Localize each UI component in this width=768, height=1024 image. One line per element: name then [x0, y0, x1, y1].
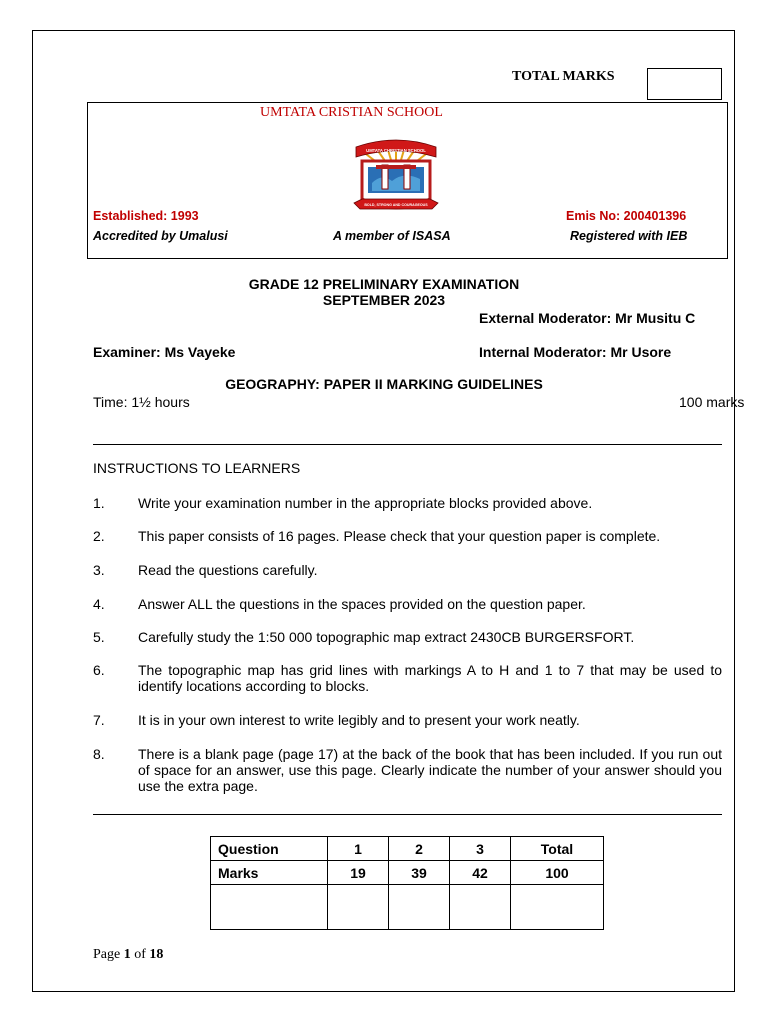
instruction-text: Carefully study the 1:50 000 topographic map extract 2430CB BURGERSFORT. [138, 629, 635, 645]
instruction-item [93, 746, 722, 794]
instruction-item [93, 596, 722, 612]
instruction-number: 8. [93, 746, 105, 762]
page-prefix: Page [93, 947, 121, 962]
instruction-number: 7. [93, 712, 105, 728]
table-header-q2: 2 [389, 837, 450, 861]
instruction-text: Answer ALL the questions in the spaces provided on the question paper. [138, 596, 586, 612]
page-of: of [134, 947, 146, 962]
instruction-text: There is a blank page (page 17) at the back of the book that has been included. If you run out of space for an answer, use this page. Clearly indicate the number of your answer should you use the extra page. [138, 746, 722, 794]
instruction-number: 5. [93, 629, 105, 645]
school-crest-logo [352, 137, 440, 229]
table-cell-total-marks: 100 [511, 861, 604, 885]
table-header-q1: 1 [328, 837, 389, 861]
table-row-label-marks: Marks [211, 861, 328, 885]
instructions-heading: INSTRUCTIONS TO LEARNERS [93, 460, 301, 476]
instruction-number: 6. [93, 662, 105, 678]
divider-top [93, 444, 722, 445]
instruction-number: 2. [93, 528, 105, 544]
external-moderator: External Moderator: Mr Musitu C [479, 310, 696, 326]
table-header-q3: 3 [450, 837, 511, 861]
instruction-text: This paper consists of 16 pages. Please check that your question paper is complete. [138, 528, 661, 544]
exam-time: Time: 1½ hours [93, 394, 190, 410]
table-header-total: Total [511, 837, 604, 861]
instruction-item [93, 662, 722, 694]
table-row [211, 861, 604, 885]
page-total: 18 [149, 947, 164, 962]
emis-number: Emis No: 200401396 [566, 209, 687, 223]
table-header-question: Question [211, 837, 328, 861]
table-row [211, 837, 604, 861]
table-cell-q2-marks: 39 [389, 861, 450, 885]
table-blank-cell-q3[interactable] [450, 885, 511, 930]
ieb-registration: Registered with IEB [570, 229, 688, 243]
page-number: 1 [123, 947, 131, 962]
exam-date: SEPTEMBER 2023 [322, 292, 446, 308]
subject-title: GEOGRAPHY: PAPER II MARKING GUIDELINES [225, 376, 543, 392]
instruction-number: 1. [93, 495, 105, 511]
table-row [211, 885, 604, 930]
marks-table [210, 836, 604, 930]
instruction-item [93, 712, 722, 728]
accreditation: Accredited by Umalusi [93, 229, 228, 243]
instruction-text: Read the questions carefully. [138, 562, 318, 578]
total-marks-box[interactable] [647, 68, 722, 100]
divider-bottom [93, 814, 722, 815]
instruction-item [93, 629, 722, 645]
total-marks-value: 100 marks [679, 394, 745, 410]
school-name: UMTATA CRISTIAN SCHOOL [260, 105, 443, 120]
instruction-item [93, 495, 722, 511]
page-footer [93, 947, 163, 963]
internal-moderator: Internal Moderator: Mr Usore [479, 344, 672, 360]
crest-banner-text: UMTATA CHRISTIAN SCHOOL [366, 148, 426, 153]
table-blank-cell-q2[interactable] [389, 885, 450, 930]
table-cell-q3-marks: 42 [450, 861, 511, 885]
instruction-item [93, 562, 722, 578]
instruction-number: 4. [93, 596, 105, 612]
table-blank-cell-q1[interactable] [328, 885, 389, 930]
table-blank-cell[interactable] [211, 885, 328, 930]
table-blank-cell-total[interactable] [511, 885, 604, 930]
instruction-text: The topographic map has grid lines with markings A to H and 1 to 7 that may be used to identify locations according to blocks. [138, 662, 722, 694]
table-cell-q1-marks: 19 [328, 861, 389, 885]
isasa-membership: A member of ISASA [333, 229, 451, 243]
instruction-text: Write your examination number in the appropriate blocks provided above. [138, 495, 593, 511]
examiner: Examiner: Ms Vayeke [93, 344, 236, 360]
exam-title: GRADE 12 PRELIMINARY EXAMINATION [248, 276, 520, 292]
total-marks-label: TOTAL MARKS [512, 69, 615, 84]
instruction-text: It is in your own interest to write legibly and to present your work neatly. [138, 712, 580, 728]
crest-motto: BOLD, STRONG AND COURAGEOUS [364, 203, 428, 207]
instruction-item [93, 528, 722, 544]
established-year: Established: 1993 [93, 209, 199, 223]
instruction-number: 3. [93, 562, 105, 578]
